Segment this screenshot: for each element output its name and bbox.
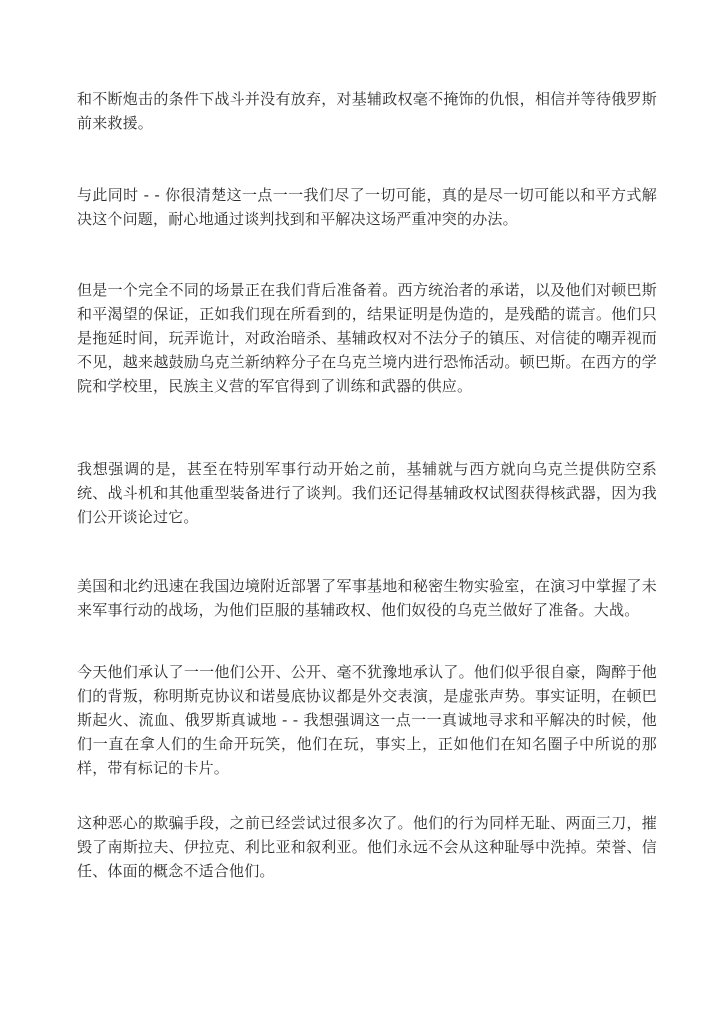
paragraph-7: 这种恶心的欺骗手段，之前已经尝试过很多次了。他们的行为同样无耻、两面三刀，摧毁了南斯拉夫、伊拉克、利比亚和叙利亚。他们永远不会从这种耻辱中洗掉。荣誉、信任、体面的概念不适合他们。 — [77, 814, 657, 880]
paragraph-6: 今天他们承认了一一他们公开、公开、毫不犹豫地承认了。他们似乎很自豪，陶醉于他们的背叛，称明斯克协议和诺曼底协议都是外交表演，是虚张声势。事实证明，在顿巴斯起火、流血、俄罗斯真诚地 - - 我想强调这一点一一真诚地寻求和平解决的时候，他们一直在拿人们的生命开玩笑，他们在玩，事实上，正如他们在知名圈子中所说的那样，带有标记的卡片。 — [77, 663, 657, 777]
paragraph-3: 但是一个完全不同的场景正在我们背后准备着。西方统治者的承诺，以及他们对顿巴斯和平渴望的保证，正如我们现在所看到的，结果证明是伪造的，是残酷的谎言。他们只是拖延时间，玩弄诡计，对政治暗杀、基辅政权对不法分子的镇压、对信徒的嘲弄视而不见，越来越鼓励乌克兰新纳粹分子在乌克兰境内进行恐怖活动。顿巴斯。在西方的学院和学校里，民族主义营的军官得到了训练和武器的供应。 — [77, 281, 657, 395]
paragraph-5: 美国和北约迅速在我国边境附近部署了军事基地和秘密生物实验室，在演习中掌握了未来军事行动的战场，为他们臣服的基辅政权、他们奴役的乌克兰做好了准备。大战。 — [77, 577, 657, 619]
paragraph-1: 和不断炮击的条件下战斗并没有放弃，对基辅政权毫不掩饰的仇恨，相信并等待俄罗斯前来救援。 — [77, 90, 657, 132]
paragraph-4: 我想强调的是，甚至在特别军事行动开始之前，基辅就与西方就向乌克兰提供防空系统、战斗机和其他重型装备进行了谈判。我们还记得基辅政权试图获得核武器，因为我们公开谈论过它。 — [77, 460, 657, 526]
paragraph-2: 与此同时 - - 你很清楚这一点一一我们尽了一切可能，真的是尽一切可能以和平方式解决这个问题，耐心地通过谈判找到和平解决这场严重冲突的办法。 — [77, 186, 657, 228]
